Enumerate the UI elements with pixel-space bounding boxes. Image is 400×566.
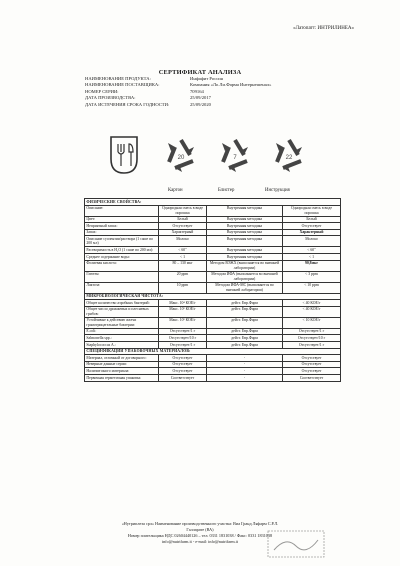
method-cell: Внутренняя методика [207, 229, 283, 236]
footer-line-3: Номер плательщика НДС 02604440126 – тел. 0331 1831038 / Факс: 0331 1831038 [127, 533, 273, 538]
certificate-title: СЕРТИФИКАТ АНАЛИЗА [158, 69, 242, 76]
method-cell: Внутренняя методика [207, 216, 283, 223]
method-cell: дейст. Евр.Фарм [207, 306, 283, 317]
table-row [85, 374, 341, 381]
spec-cell: Характерный [159, 229, 207, 236]
spec-cell: 10 ppm [159, 282, 207, 293]
spec-cell: < 1 [159, 253, 207, 260]
info-key: НАИМЕНОВАНИЕ ПРОДУКТА: [85, 76, 151, 81]
brand-line: «Латопатт: ИНТРИЛИНЕА» [293, 26, 354, 31]
info-value: 25/09/2020 [190, 101, 211, 107]
product-info [85, 76, 325, 108]
param-cell: Описание: [85, 205, 159, 216]
result-cell: < 10 КОЕ/г [283, 317, 341, 328]
svg-text:7: 7 [233, 155, 237, 161]
param-cell: E.coli: [85, 328, 159, 335]
table-section-header [85, 293, 341, 300]
table-row [85, 341, 341, 348]
result-cell: < 3 ppm [283, 271, 341, 282]
method-cell: Внутренняя методика [207, 253, 283, 260]
footer-line-1: «Нутриплеза срл» Наименование производственного участка: Виа Гранд Ляфарм С.Р.Л. [121, 521, 279, 526]
svg-text:22: 22 [285, 155, 293, 161]
info-value: Компания «Ло.Ли.Фарма Интернешенал» [190, 82, 272, 88]
method-cell: дейст. Евр.Фарм [207, 328, 283, 335]
param-cell: Наличие иного материала: [85, 368, 159, 375]
param-cell: Глютен: [85, 271, 159, 282]
table-row [85, 355, 341, 362]
param-cell: Лактоза: [85, 282, 159, 293]
info-value: 25/09/2017 [190, 95, 211, 101]
spec-cell: 20 ppm [159, 271, 207, 282]
spec-cell: Отсутствует/1 г [159, 328, 207, 335]
param-cell: Первичная герметичная упаковка [85, 374, 159, 381]
table-row [85, 317, 341, 328]
svg-text:20: 20 [177, 155, 185, 161]
method-cell: Методом ВЭЖХ (выполняется во внешней лаборатории) [207, 260, 283, 271]
param-cell: Общее количество аэробных бактерий: [85, 300, 159, 307]
result-cell: < 10 ppm [283, 282, 341, 293]
param-cell: Цвет: [85, 216, 159, 223]
method-cell: Внутренняя методика [207, 223, 283, 230]
table-row [85, 328, 341, 335]
company-stamp-icon [266, 528, 326, 560]
method-cell: - [207, 368, 283, 375]
spec-cell: Макс. 10² КОЕ/г [159, 317, 207, 328]
table-row [85, 223, 341, 230]
info-value: 709164 [190, 88, 204, 94]
result-cell: Характерный [283, 229, 341, 236]
method-cell: Внутренняя методика [207, 236, 283, 247]
param-cell: Описание суспензии/раствора (1 саше по 200 мл) [85, 236, 159, 247]
footer-line-4: info@nutrifarm.it - e-mail: info@nutrifarm.it [162, 539, 238, 544]
spec-cell: Отсутствует [159, 223, 207, 230]
result-cell: Отсутствует [283, 368, 341, 375]
spec-cell: Отсутствует [159, 361, 207, 368]
table-row [85, 306, 341, 317]
param-cell: Фолиевая кислота: [85, 260, 159, 271]
spec-cell: Макс. 10⁴ КОЕ/г [159, 300, 207, 307]
result-cell: Отсутствует/1 г [283, 341, 341, 348]
info-row-expiry-date [85, 102, 325, 108]
param-cell: Salmonella spp.: [85, 335, 159, 342]
spec-cell: Отсутствует/10 г [159, 335, 207, 342]
table-row [85, 361, 341, 368]
param-cell: Неверные данные серии: [85, 361, 159, 368]
spec-cell: Белый [159, 216, 207, 223]
param-cell: Общее число дрожжевых и плесневых грибов: [85, 306, 159, 317]
analysis-table [84, 198, 341, 382]
method-cell: дейст. Евр.Фарм [207, 335, 283, 342]
result-cell: Однородная смесь в виде порошка [283, 205, 341, 216]
result-cell: Отсутствует [283, 355, 341, 362]
spec-cell: Однородная смесь в виде порошка [159, 205, 207, 216]
icon-caption-carton: Картон [168, 188, 183, 193]
spec-cell: < 60″ [159, 247, 207, 254]
param-cell: Staphylococcus A.: [85, 341, 159, 348]
table-row [85, 260, 341, 271]
result-cell: < 40 КОЕ/г [283, 306, 341, 317]
info-key: НАИМЕНОВАНИЕ ПОСТАВЩИКА: [85, 82, 160, 88]
method-cell: дейст. Евр.Фарм [207, 300, 283, 307]
result-cell: Отсутствует [283, 361, 341, 368]
spec-cell: 80 – 130 мкг [159, 260, 207, 271]
section-title: МИКРОБИОЛОГИЧЕСКАЯ ЧИСТОТА: [85, 293, 341, 300]
result-cell: Отсутствует [283, 223, 341, 230]
table-section-header [85, 348, 341, 355]
table-row [85, 300, 341, 307]
table-row [85, 205, 341, 216]
analysis-table-body [85, 199, 341, 382]
param-cell: Устойчивые к действию желчи грамотрицательные бактерии: [85, 317, 159, 328]
method-cell: Внутренняя методика [207, 247, 283, 254]
result-cell: Отсутствует/1 г [283, 328, 341, 335]
result-cell: Соответствует [283, 374, 341, 381]
section-title: СПЕЦИФИКАЦИИ УПАКОВОЧНЫХ МАТЕРИАЛОВ: [85, 348, 341, 355]
footer-line-2: Галларате (ВА) [186, 527, 214, 532]
param-cell: Среднее содержание воды: [85, 253, 159, 260]
table-row [85, 236, 341, 247]
table-section-header [85, 199, 341, 206]
table-row [85, 282, 341, 293]
result-cell: Молоко [283, 236, 341, 247]
result-cell: < 40 КОЕ/г [283, 300, 341, 307]
spec-cell: Отсутствует/1 г [159, 341, 207, 348]
info-key: ДАТА ПРОИЗВОДСТВА: [85, 95, 136, 101]
param-cell: Растворимость в H₂O (1 саше по 200 мл): [85, 247, 159, 254]
info-key: ДАТА ИСТЕЧЕНИЯ СРОКА ГОДНОСТИ: [85, 101, 170, 107]
recycle-icon [268, 135, 310, 175]
method-cell: дейст. Евр.Фарм [207, 317, 283, 328]
table-row [85, 253, 341, 260]
param-cell: Материал, отличный от договорного: [85, 355, 159, 362]
method-cell: - [207, 361, 283, 368]
spec-cell: Отсутствует [159, 355, 207, 362]
table-row [85, 229, 341, 236]
method-cell: дейст. Евр.Фарм [207, 341, 283, 348]
table-row [85, 247, 341, 254]
recycle-icon [160, 135, 202, 175]
param-cell: Неприятный запах: [85, 223, 159, 230]
section-title: ФИЗИЧЕСКИЕ СВОЙСТВА: [85, 199, 341, 206]
spec-cell: Соответствует [159, 374, 207, 381]
table-row [85, 368, 341, 375]
result-cell: Белый [283, 216, 341, 223]
result-cell: 90,8мкг [283, 260, 341, 271]
param-cell: Запах: [85, 229, 159, 236]
info-value: Инфафит Россия [190, 76, 223, 81]
result-cell: Отсутствует/10 г [283, 335, 341, 342]
result-cell: < 1 [283, 253, 341, 260]
method-cell: - [207, 355, 283, 362]
recycle-icon [214, 135, 256, 175]
table-row [85, 271, 341, 282]
method-cell: - [207, 374, 283, 381]
table-row [85, 335, 341, 342]
spec-cell: Молоко [159, 236, 207, 247]
icon-caption-instruction: Инструкция [265, 188, 290, 193]
packaging-icons [0, 133, 400, 185]
spec-cell: Отсутствует [159, 368, 207, 375]
info-key: НОМЕР СЕРИИ: [85, 88, 119, 94]
table-row [85, 216, 341, 223]
method-cell: Методом ИФА (выполняется во внешней лаборатории) [207, 271, 283, 282]
result-cell: < 60″ [283, 247, 341, 254]
spec-cell: Макс. 10² КОЕ/г [159, 306, 207, 317]
method-cell: Внутренняя методика [207, 205, 283, 216]
icon-caption-blister: Блистер [218, 188, 235, 193]
food-safe-icon [107, 135, 141, 175]
method-cell: Методом ИФА-МС (выполняется во внешней лаборатории) [207, 282, 283, 293]
